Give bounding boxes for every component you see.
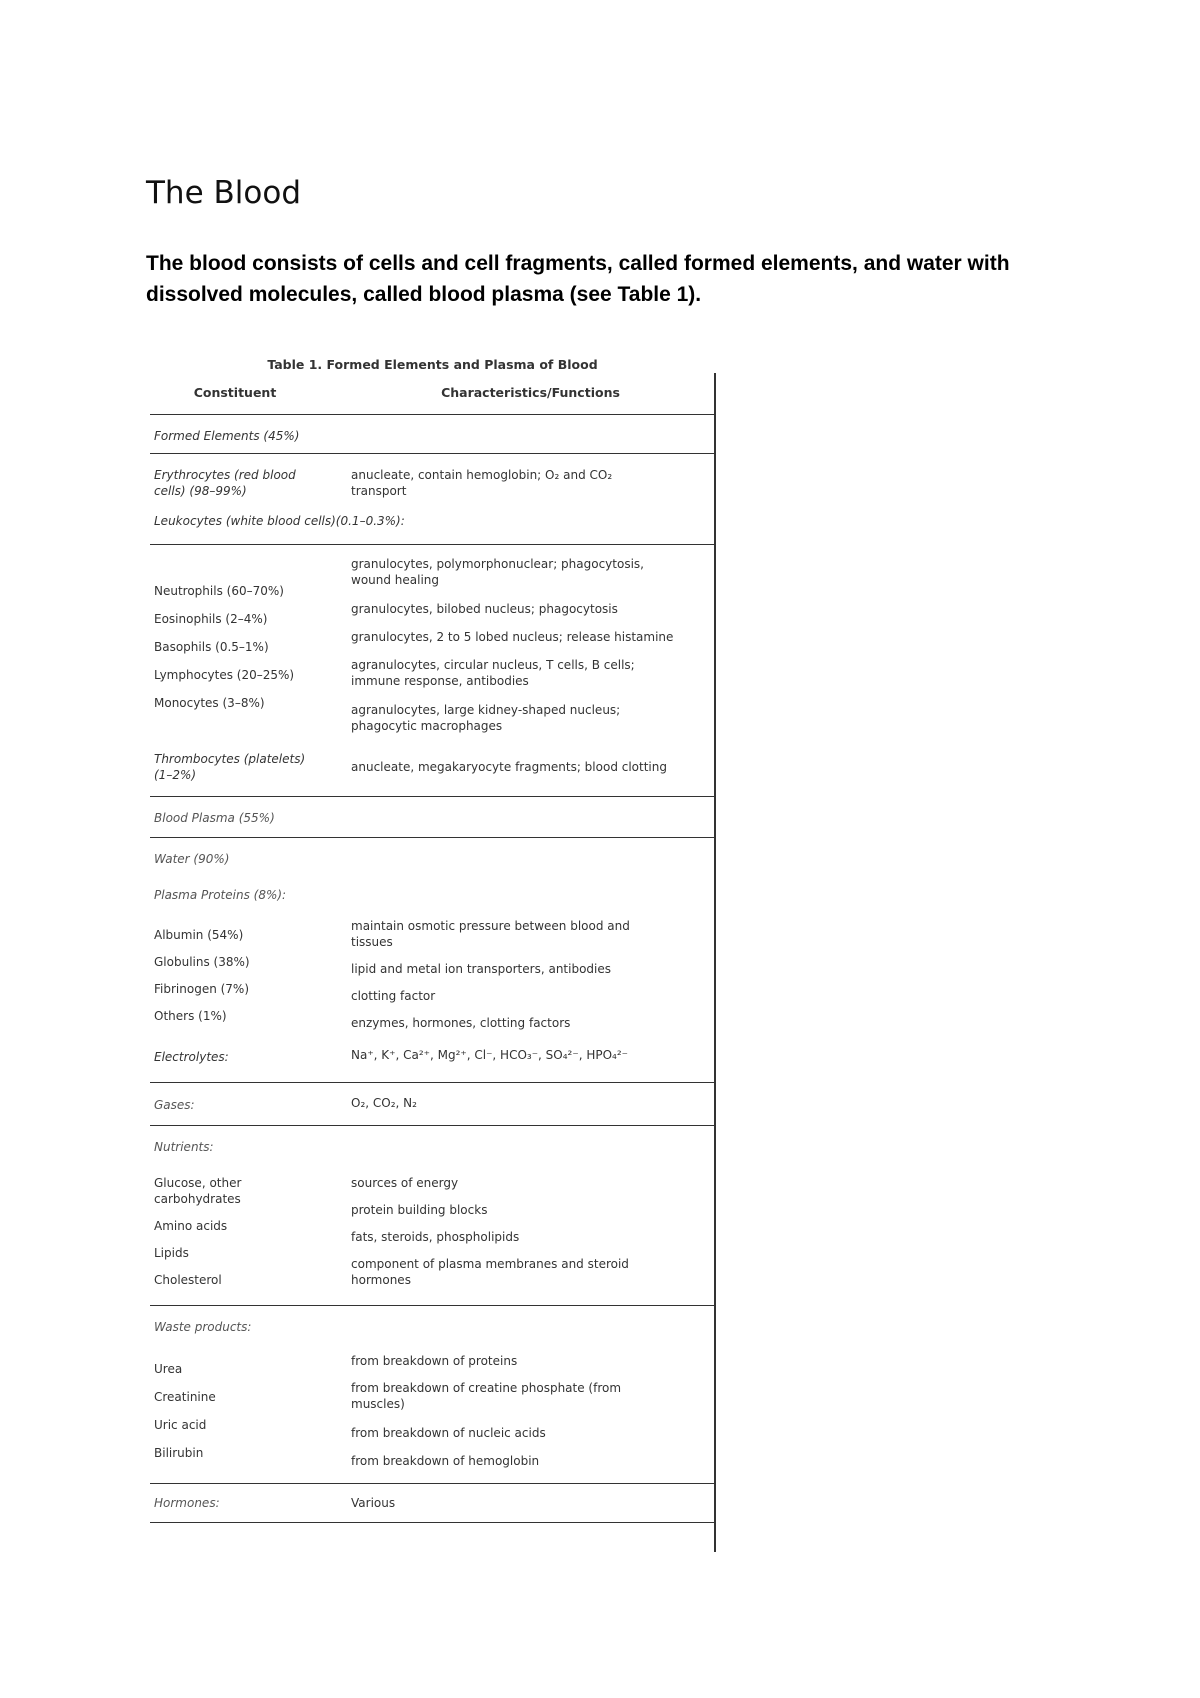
formed-elements-label: Formed Elements (45%) [154, 429, 300, 443]
waste-name: Creatinine [154, 1390, 216, 1404]
table-header [150, 373, 715, 415]
intro-line: The blood consists of cells and cell fragments, called formed elements, and water with [146, 252, 1010, 275]
protein-name: Globulins (38%) [154, 955, 250, 969]
nutrient-name: Amino acids [154, 1219, 228, 1233]
thrombocytes-function: anucleate, megakaryocyte fragments; blood clotting [351, 760, 667, 774]
row-electrolytes [150, 1039, 715, 1083]
protein-function: lipid and metal ion transporters, antibodies [351, 962, 612, 976]
waste-name: Bilirubin [154, 1446, 204, 1460]
leukocyte-function-line: phagocytic macrophages [351, 719, 503, 733]
gases-value: O₂, CO₂, N₂ [351, 1096, 417, 1110]
leukocyte-function-line: agranulocytes, large kidney-shaped nucleus; [351, 703, 621, 717]
erythrocytes-name [154, 467, 339, 499]
nutrient-name-line: carbohydrates [154, 1192, 241, 1206]
leukocyte-function-line: granulocytes, bilobed nucleus; phagocytosis [351, 602, 618, 616]
leukocyte-function [351, 556, 716, 588]
leukocyte-function-line: immune response, antibodies [351, 674, 529, 688]
intro-line: dissolved molecules, called blood plasma (see Table 1). [146, 283, 702, 306]
leukocyte-function-line: granulocytes, 2 to 5 lobed nucleus; release histamine [351, 630, 674, 644]
leukocyte-name: Eosinophils (2–4%) [154, 612, 268, 626]
leukocyte-function [351, 702, 716, 734]
blood-table [150, 373, 715, 1523]
plasma-proteins-label: Plasma Proteins (8%): [154, 888, 287, 902]
nutrient-name [154, 1175, 339, 1207]
leukocyte-function-line: wound healing [351, 573, 440, 587]
section-leukocytes-label [150, 509, 715, 545]
thrombocytes-name [154, 751, 339, 783]
leukocyte-function-line: agranulocytes, circular nucleus, T cells, B cells; [351, 658, 635, 672]
row-leukocytes [150, 545, 715, 737]
header-constituent: Constituent [193, 385, 277, 400]
nutrient-function: protein building blocks [351, 1203, 488, 1217]
waste-name: Urea [154, 1362, 183, 1376]
thrombocytes-name-line: Thrombocytes (platelets) [154, 752, 306, 766]
protein-function: clotting factor [351, 989, 436, 1003]
protein-name: Albumin (54%) [154, 928, 244, 942]
water-label: Water (90%) [154, 852, 230, 866]
leukocyte-function [351, 601, 716, 617]
electrolytes-label: Electrolytes: [154, 1050, 229, 1064]
header-functions: Characteristics/Functions [441, 385, 620, 400]
nutrient-function [351, 1256, 716, 1288]
section-formed-elements [150, 415, 715, 454]
intro-paragraph [146, 248, 1046, 310]
row-gases [150, 1083, 715, 1126]
erythrocytes-name-line: cells) (98–99%) [154, 484, 247, 498]
nutrient-function-line: component of plasma membranes and steroid [351, 1257, 629, 1271]
leukocyte-name: Basophils (0.5–1%) [154, 640, 269, 654]
waste-function: from breakdown of hemoglobin [351, 1454, 540, 1468]
gases-label: Gases: [154, 1098, 195, 1112]
row-nutrients [150, 1164, 715, 1306]
protein-name: Fibrinogen (7%) [154, 982, 250, 996]
hormones-label: Hormones: [154, 1496, 220, 1510]
row-nutrients-label [150, 1126, 715, 1164]
row-hormones [150, 1484, 715, 1523]
erythrocytes-function-line: anucleate, contain hemoglobin; O₂ and CO₂ [351, 468, 613, 482]
waste-function-line: muscles) [351, 1397, 405, 1411]
page-title: The Blood [146, 175, 301, 211]
protein-name: Others (1%) [154, 1009, 227, 1023]
protein-function-line: tissues [351, 935, 393, 949]
hormones-value: Various [351, 1496, 396, 1510]
erythrocytes-function [351, 467, 716, 499]
nutrient-name: Cholesterol [154, 1273, 222, 1287]
waste-function: from breakdown of proteins [351, 1354, 518, 1368]
leukocyte-function [351, 657, 716, 689]
leukocyte-name: Lymphocytes (20–25%) [154, 668, 295, 682]
table-caption: Table 1. Formed Elements and Plasma of Blood [267, 357, 598, 372]
plasma-label: Blood Plasma (55%) [154, 811, 275, 825]
row-plasma-proteins [150, 915, 715, 1039]
nutrient-name-line: Glucose, other [154, 1176, 242, 1190]
protein-function: enzymes, hormones, clotting factors [351, 1016, 571, 1030]
waste-label: Waste products: [154, 1320, 252, 1334]
leukocyte-function [351, 629, 716, 645]
row-waste [150, 1344, 715, 1484]
waste-function-line: from breakdown of creatine phosphate (from [351, 1381, 622, 1395]
leukocyte-function-line: granulocytes, polymorphonuclear; phagocytosis, [351, 557, 644, 571]
section-blood-plasma [150, 797, 715, 838]
waste-function [351, 1380, 716, 1412]
electrolytes-value: Na⁺, K⁺, Ca²⁺, Mg²⁺, Cl⁻, HCO₃⁻, SO₄²⁻, HPO₄²⁻ [351, 1048, 628, 1062]
nutrient-function: fats, steroids, phospholipids [351, 1230, 520, 1244]
row-erythrocytes [150, 454, 715, 509]
leukocyte-name: Neutrophils (60–70%) [154, 584, 284, 598]
leukocytes-label: Leukocytes (white blood cells)(0.1–0.3%): [154, 514, 405, 528]
waste-name: Uric acid [154, 1418, 207, 1432]
protein-function [351, 918, 716, 950]
nutrients-label: Nutrients: [154, 1140, 214, 1154]
nutrient-function: sources of energy [351, 1176, 459, 1190]
protein-function-line: maintain osmotic pressure between blood and [351, 919, 630, 933]
erythrocytes-name-line: Erythrocytes (red blood [154, 468, 296, 482]
row-thrombocytes [150, 737, 715, 797]
row-plasma-proteins-label [150, 877, 715, 915]
thrombocytes-name-line: (1–2%) [154, 768, 197, 782]
erythrocytes-function-line: transport [351, 484, 407, 498]
waste-function: from breakdown of nucleic acids [351, 1426, 546, 1440]
nutrient-function-line: hormones [351, 1273, 411, 1287]
row-water [150, 838, 715, 877]
leukocyte-name: Monocytes (3–8%) [154, 696, 265, 710]
nutrient-name: Lipids [154, 1246, 189, 1260]
row-waste-label [150, 1306, 715, 1344]
